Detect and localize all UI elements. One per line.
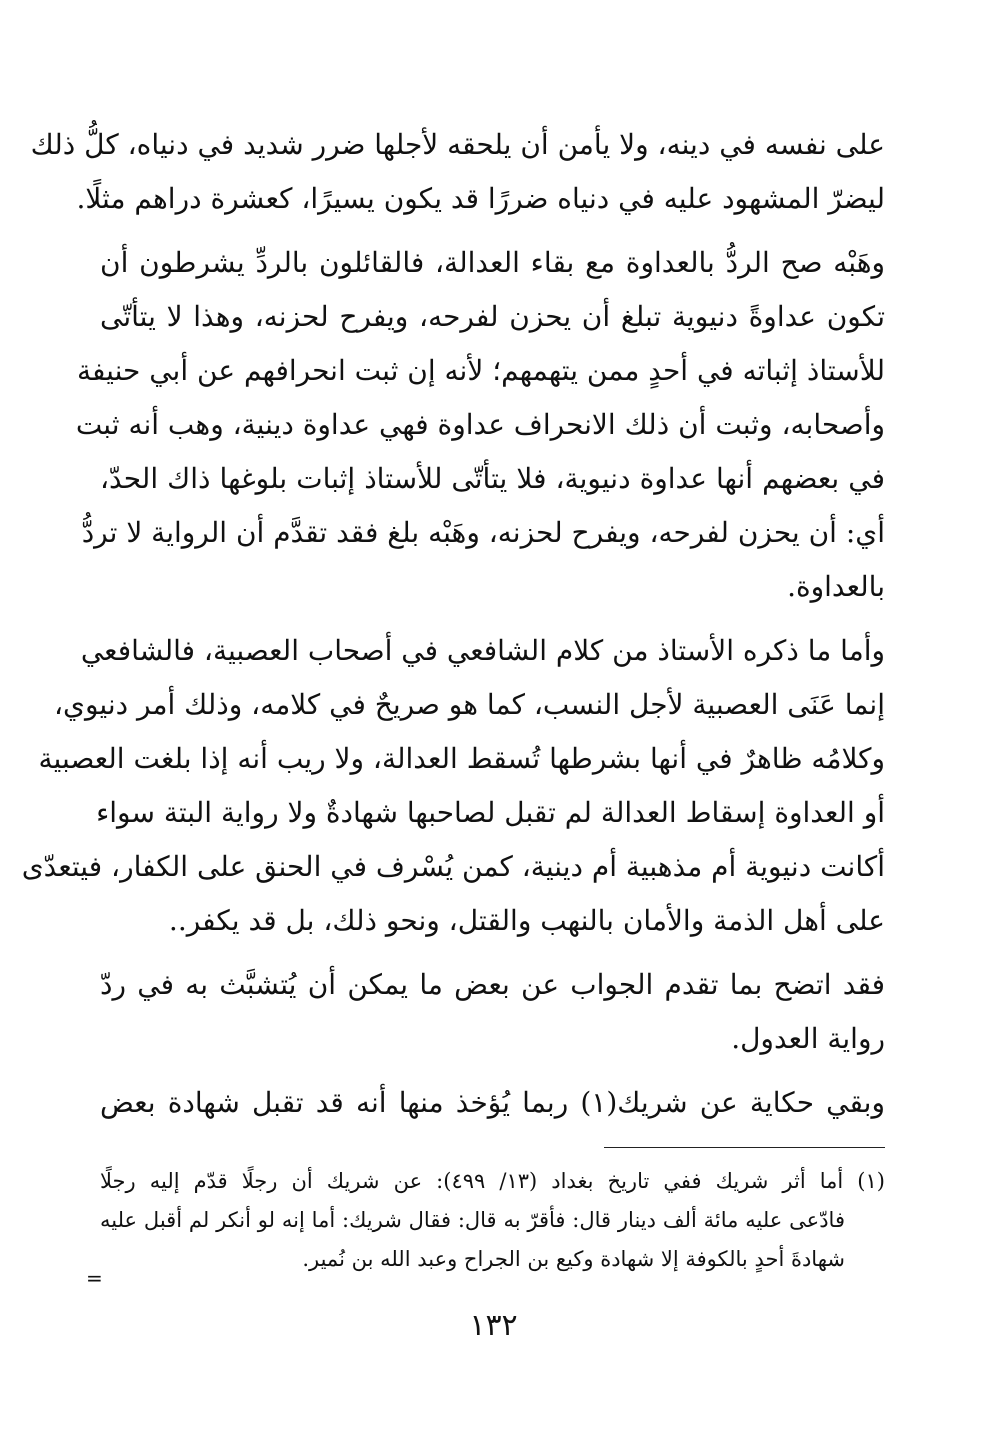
text-line: فقد اتضح بما تقدم الجواب عن بعض ما يمكن أن يُتشبَّث به في ردّ [100,968,885,1001]
text-line: وهَبْه صح الردُّ بالعداوة مع بقاء العدالة، فالقائلون بالردِّ يشرطون أن [100,246,885,279]
footnotes [100,1162,885,1279]
text-line: للأستاذ إثباته في أحدٍ ممن يتهمهم؛ لأنه إن ثبت انحرافهم عن أبي حنيفة [76,354,885,387]
text-line: وكلامُه ظاهرٌ في أنها بشرطها تُسقط العدالة، ولا ريب أنه إذا بلغت العصبية [38,742,885,775]
footnote-line: فادّعى عليه مائة ألف دينار قال: فأقرّ به قال: فقال شريك: أما إنه لو أنكر لم أقبل عليه [100,1208,845,1232]
text-line: على أهل الذمة والأمان بالنهب والقتل، ونحو ذلك، بل قد يكفر.. [168,904,885,937]
paragraph-gap [100,226,885,236]
text-line: أو العداوة إسقاط العدالة لم تقبل لصاحبها شهادةٌ ولا رواية البتة سواء [96,796,885,829]
text-line: رواية العدول. [731,1022,885,1055]
text-line: على نفسه في دينه، ولا يأمن أن يلحقه لأجلها ضرر شديد في دنياه، كلُّ ذلك [30,128,885,161]
continuation-mark: = [86,1266,103,1290]
paragraph-gap [100,948,885,958]
text-line: بالعداوة. [787,570,885,603]
text-line: وأما ما ذكره الأستاذ من كلام الشافعي في أصحاب العصبية، فالشافعي [80,634,885,667]
footnote-separator [604,1147,885,1148]
text-line: في بعضهم أنها عداوة دنيوية، فلا يتأتّى للأستاذ إثبات بلوغها ذاك الحدّ، [100,462,885,495]
text-line: وأصحابه، وثبت أن ذلك الانحراف عداوة فهي عداوة دينية، وهب أنه ثبت [75,408,885,441]
paragraph-gap [100,1066,885,1076]
paragraph-gap [100,614,885,624]
text-line: وبقي حكاية عن شريك(١) ربما يُؤخذ منها أنه قد تقبل شهادة بعض [100,1086,885,1119]
page-number: ١٣٢ [469,1308,518,1343]
text-line: تكون عداوةً دنيوية تبلغ أن يحزن لفرحه، ويفرح لحزنه، وهذا لا يتأتّى [100,300,885,333]
text-line: إنما عَنَى العصبية لأجل النسب، كما هو صريحٌ في كلامه، وذلك أمر دنيوي، [53,688,885,721]
text-line: أكانت دنيوية أم مذهبية أم دينية، كمن يُسْرف في الحنق على الكفار، فيتعدّى [21,850,885,883]
text-line: أي: أن يحزن لفرحه، ويفرح لحزنه، وهَبْه بلغ فقد تقدَّم أن الرواية لا تردُّ [81,516,885,549]
text-line: ليضرّ المشهود عليه في دنياه ضررًا قد يكون يسيرًا، كعشرة دراهم مثلًا. [76,182,885,215]
main-text [21,118,885,1130]
footnote-line: (١) أما أثر شريك ففي تاريخ بغداد (١٣/ ٤٩٩): عن شريك أن رجلًا قدّم إليه رجلًا [100,1169,885,1193]
footnote-line: شهادةَ أحدٍ بالكوفة إلا شهادة وكيع بن الجراح وعبد الله بن نُمير. [302,1247,845,1271]
